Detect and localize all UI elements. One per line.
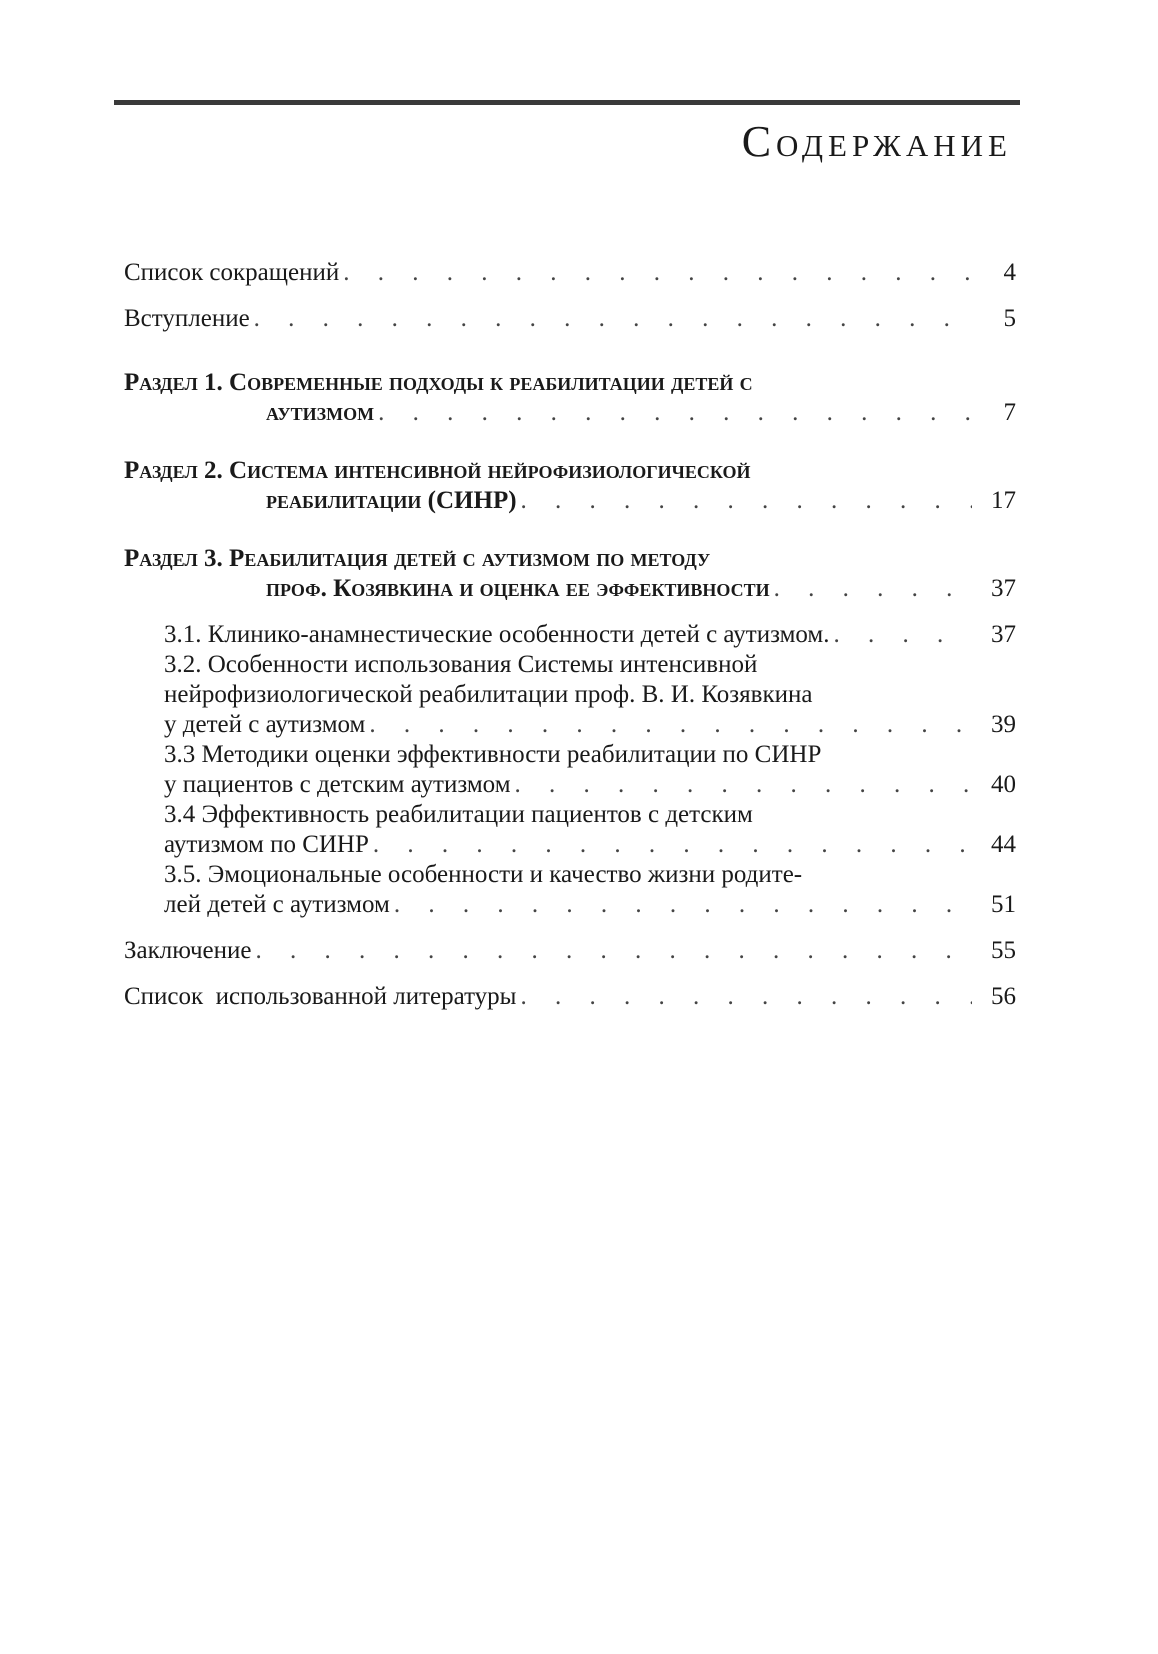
section-title-line2: проф. Козявкина и оценка ее эффективности — [266, 574, 774, 604]
dot-leader — [256, 936, 973, 966]
subsection-title-line: 3.3 Методики оценки эффективности реабилитации по СИНР — [164, 741, 822, 768]
toc-entry-label: Вступление — [124, 304, 254, 334]
dot-leader — [774, 574, 972, 604]
toc-page-number: 4 — [1003, 259, 1016, 286]
toc-entry-abbreviations[interactable] — [124, 258, 1016, 288]
subsection-title-last-line: у пациентов с детским аутизмом — [164, 770, 515, 800]
section-prefix: Раздел 1. — [124, 369, 223, 396]
toc-entry-label: Список сокращений — [124, 258, 343, 288]
dot-leader — [378, 398, 972, 428]
dot-leader — [834, 620, 972, 650]
section-title-line1: Система интенсивной нейрофизиологической — [229, 457, 751, 484]
subsection-title-last-line: аутизмом по СИНР — [164, 830, 373, 860]
toc-entry-label: Список использованной литературы — [124, 982, 520, 1012]
toc-page-number: 56 — [991, 983, 1016, 1010]
section-title-line1: Современные подходы к реабилитации детей с — [229, 369, 753, 396]
toc-page-number: 37 — [991, 575, 1016, 602]
toc-entry-section-3[interactable] — [124, 544, 1016, 604]
section-prefix: Раздел 3. — [124, 545, 223, 572]
section-title-line1: Реабилитация детей с аутизмом по методу — [229, 545, 711, 572]
subsection-title-line: 3.5. Эмоциональные особенности и качество жизни родите- — [164, 861, 803, 888]
table-of-contents — [124, 258, 1016, 1012]
toc-entry-section-1[interactable] — [124, 368, 1016, 428]
toc-entry-subsection-3-1[interactable] — [124, 620, 1016, 650]
dot-leader — [343, 258, 972, 288]
dot-leader — [254, 304, 972, 334]
toc-entry-references[interactable] — [124, 982, 1016, 1012]
toc-page-number: 17 — [991, 487, 1016, 514]
dot-leader — [520, 982, 972, 1012]
toc-page-number: 5 — [1003, 305, 1016, 332]
header-rule — [114, 100, 1020, 105]
toc-page-number: 51 — [991, 891, 1016, 918]
toc-entry-subsection-3-2[interactable] — [124, 650, 1016, 740]
toc-page-number: 39 — [991, 711, 1016, 738]
toc-page-number: 37 — [991, 621, 1016, 648]
toc-page-number: 55 — [991, 937, 1016, 964]
toc-page-number: 7 — [1003, 399, 1016, 426]
toc-entry-subsection-3-4[interactable] — [124, 800, 1016, 860]
dot-leader — [373, 830, 972, 860]
toc-page-number: 40 — [991, 771, 1016, 798]
toc-entry-subsection-3-5[interactable] — [124, 860, 1016, 920]
toc-entry-conclusion[interactable] — [124, 936, 1016, 966]
subsection-title-line: 3.4 Эффективность реабилитации пациентов с детским — [164, 801, 753, 828]
subsection-title-line: нейрофизиологической реабилитации проф. В. И. Козявкина — [164, 681, 813, 708]
dot-leader — [521, 486, 972, 516]
dot-leader — [394, 890, 972, 920]
toc-page-number: 44 — [991, 831, 1016, 858]
subsection-title-line: 3.2. Особенности использования Системы интенсивной — [164, 651, 758, 678]
page-title: Содержание — [741, 117, 1012, 166]
section-title-line2: реабилитации (СИНР) — [266, 486, 521, 516]
subsection-title-last-line: лей детей с аутизмом — [164, 890, 394, 920]
dot-leader — [369, 710, 972, 740]
toc-entry-section-2[interactable] — [124, 456, 1016, 516]
section-title-line2: аутизмом — [266, 398, 378, 428]
section-prefix: Раздел 2. — [124, 457, 223, 484]
subsection-title-last-line: у детей с аутизмом — [164, 710, 369, 740]
toc-entry-subsection-3-3[interactable] — [124, 740, 1016, 800]
subsection-title: 3.1. Клинико-анамнестические особенности детей с аутизмом. — [164, 620, 834, 650]
dot-leader — [515, 770, 972, 800]
toc-entry-label: Заключение — [124, 936, 256, 966]
toc-entry-introduction[interactable] — [124, 304, 1016, 334]
